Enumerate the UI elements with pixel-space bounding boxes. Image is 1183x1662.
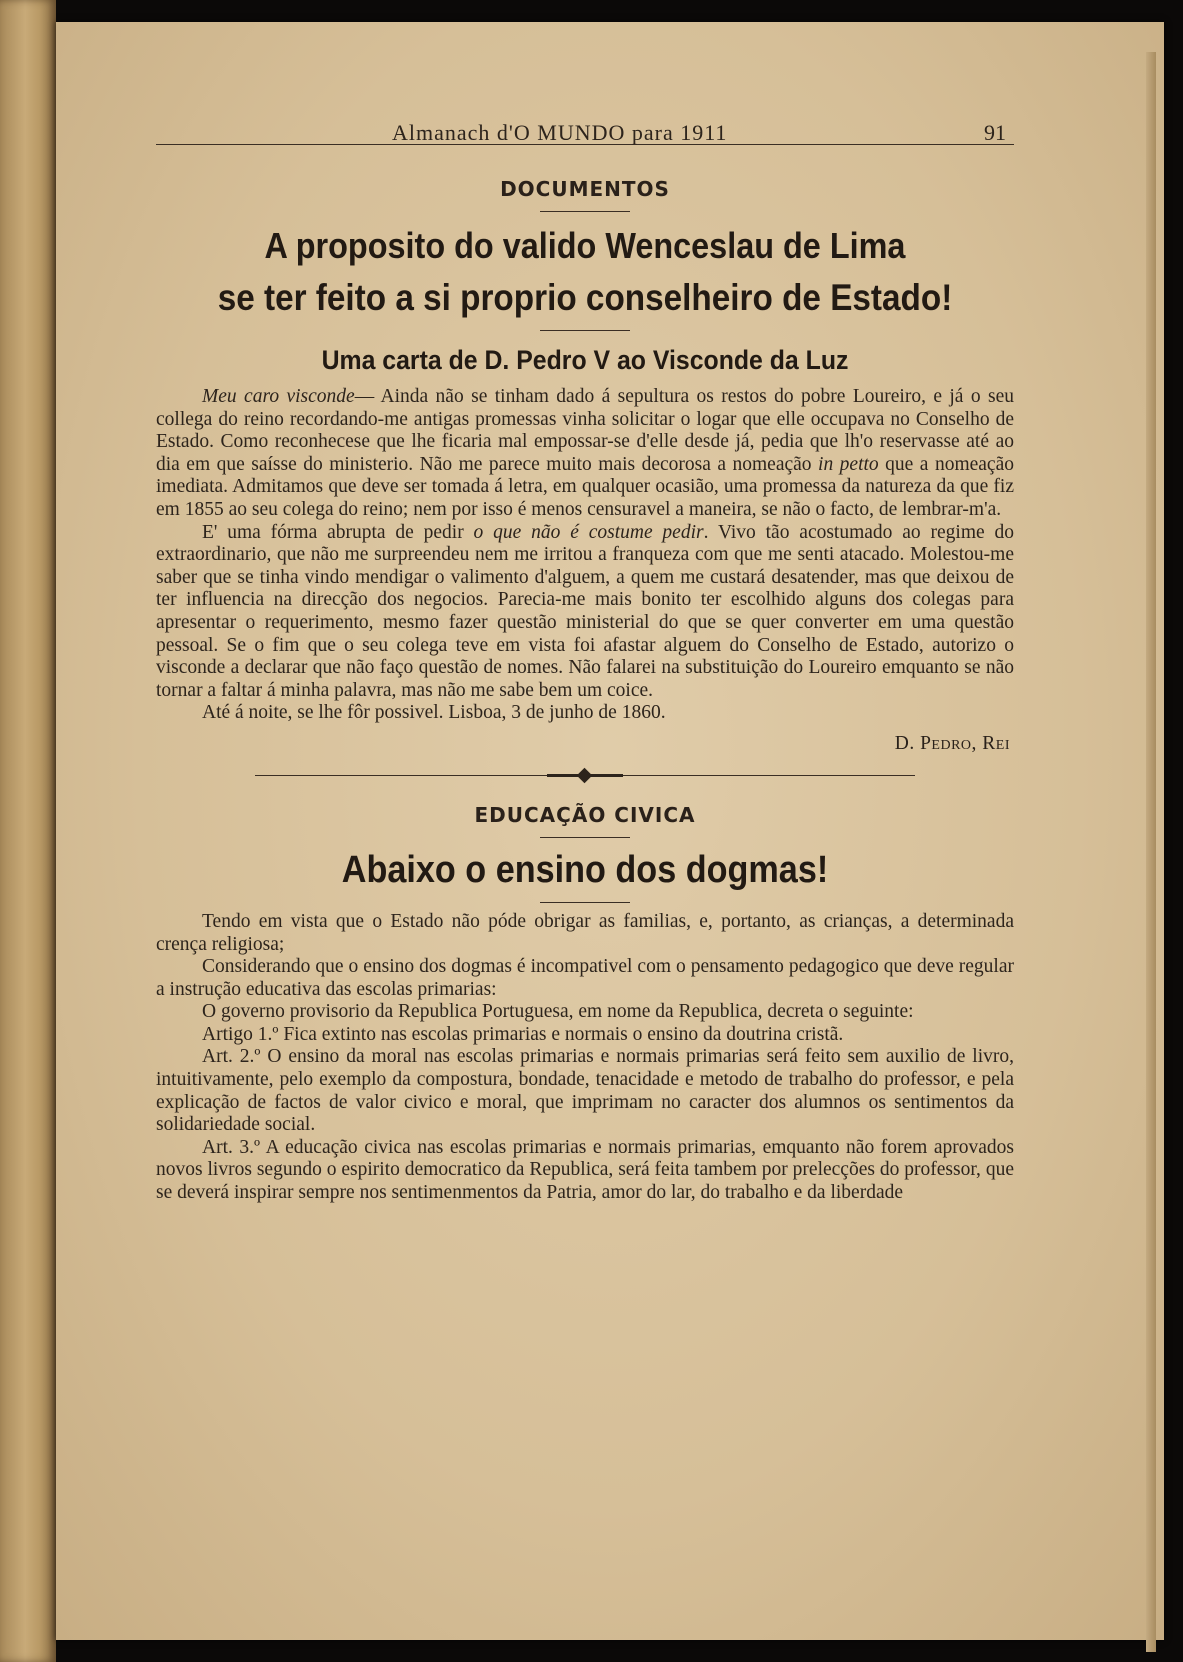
decree-paragraph: Art. 2.º O ensino da moral nas escolas primarias e normais primarias será feito sem auxilio de livro, intuitivamente, pelo exemplo da compostura, bondade, tenacidade e metodo de trabalho do professor, e pela explicação de factos de valor civico e moral, que imprimam no caracter dos alumnos os sentimentos da solidariedade social. <box>156 1046 1014 1136</box>
divider <box>540 330 630 331</box>
diamond-ornament-icon <box>577 768 593 784</box>
running-title: Almanach d'O MUNDO para 1911 <box>392 120 728 145</box>
divider <box>540 211 630 212</box>
italic-phrase: in petto <box>818 453 879 475</box>
page-edge <box>1146 52 1156 1652</box>
book-spine <box>0 0 56 1662</box>
italic-phrase: o que não é costume pedir <box>473 521 704 543</box>
article-headline-line1: A proposito do valido Wenceslau de Lima <box>264 225 906 266</box>
decree-paragraph: Artigo 1.º Fica extinto nas escolas primarias e normais o ensino da doutrina cristã. <box>202 1023 844 1045</box>
letter-text: . Vivo tão acostumado ao regime do extraordinario, que não me surpreendeu nem me irritou a franqueza com que me senti atacado. Molestou-me saber que se tinha vindo mendigar o valimento d'alguem, a quem me custará desatender, mas que deixou de ter influencia na direcção dos negocios. Parecia-me mais bonito ter escolhido alguns dos colegas para apresentar o requerimento, mesmo fazer questão ministerial do que se quer converter em uma questão pessoal. Se o fim que o seu colega teve em vista foi afastar alguem do Conselho de Estado, autorizo o visconde a declarar que não faço questão de nomes. Não falarei na substituição do Loureiro emquanto se não tornar a faltar á minha palavra, mas não me sabe bem um coice. <box>156 521 1014 701</box>
divider <box>540 837 630 838</box>
section-label-documentos: DOCUMENTOS <box>500 177 670 201</box>
ornamental-divider <box>255 769 915 783</box>
page-number: 91 <box>984 120 1006 145</box>
page-content <box>156 100 1014 1205</box>
divider-line <box>255 775 547 776</box>
divider <box>540 902 630 903</box>
letter-paragraph <box>156 386 1014 522</box>
decree-paragraph: Art. 3.º A educação civica nas escolas primarias e normais primarias, emquanto não forem aprovados novos livros segundo o espirito democratico da Republica, será feita tambem por prelecções do professor, que se deverá inspirar sempre nos sentimenmentos da Patria, amor do lar, do trabalho e da liberdade <box>156 1136 1014 1204</box>
decree-paragraph: Tendo em vista que o Estado não póde obrigar as familias, e, portanto, as crianças, a determinada crença religiosa; <box>156 910 1014 955</box>
article-subheadline: Uma carta de D. Pedro V ao Visconde da Luz <box>321 345 849 375</box>
decree-body <box>156 911 1014 1205</box>
letter-body <box>156 386 1014 725</box>
article-headline-line2: se ter feito a si proprio conselheiro de Estado! <box>217 277 953 318</box>
salutation: Meu caro visconde <box>202 386 355 407</box>
book-page <box>56 22 1164 1640</box>
divider-line <box>623 775 915 776</box>
letter-paragraph: Até á noite, se lhe fôr possivel. Lisboa, 3 de junho de 1860. <box>202 702 666 724</box>
letter-text: que a nomeação imediata. Admitamos que deve ser tomada á letra, em qualquer ocasião, uma promessa da natureza da que fiz em 1855 ao seu colega do reino; nem por isso é menos censuravel a maneira, se não o facto, de lembrar-m'a. <box>156 453 1014 520</box>
letter-paragraph <box>156 522 1014 703</box>
letter-text: E' uma fórma abrupta de pedir <box>202 521 474 543</box>
decree-paragraph: O governo provisorio da Republica Portuguesa, em nome da Republica, decreta o seguinte: <box>202 1001 914 1023</box>
section-label-educacao-civica: EDUCAÇÃO CIVICA <box>474 802 696 827</box>
decree-headline: Abaixo o ensino dos dogmas! <box>341 848 829 891</box>
letter-signature: D. Pedro, Rei <box>894 732 1010 754</box>
letter-text: — Ainda não se tinham dado á sepultura os restos do pobre Loureiro, e já o seu collega do reino recordando-me antigas promessas vinha solicitar o logar que elle occupava no Conselho de Estado. Como reconhecese que lhe ficaria mal empossar-se d'elle desde já, pedia que lh'o reservasse até ao dia em que saísse do ministerio. Não me parece muito mais decorosa a nomeação <box>156 386 1014 475</box>
decree-paragraph: Considerando que o ensino dos dogmas é incompativel com o pensamento pedagogico que deve regular a instrução educativa das escolas primarias: <box>156 956 1014 1000</box>
running-head <box>156 100 1014 145</box>
